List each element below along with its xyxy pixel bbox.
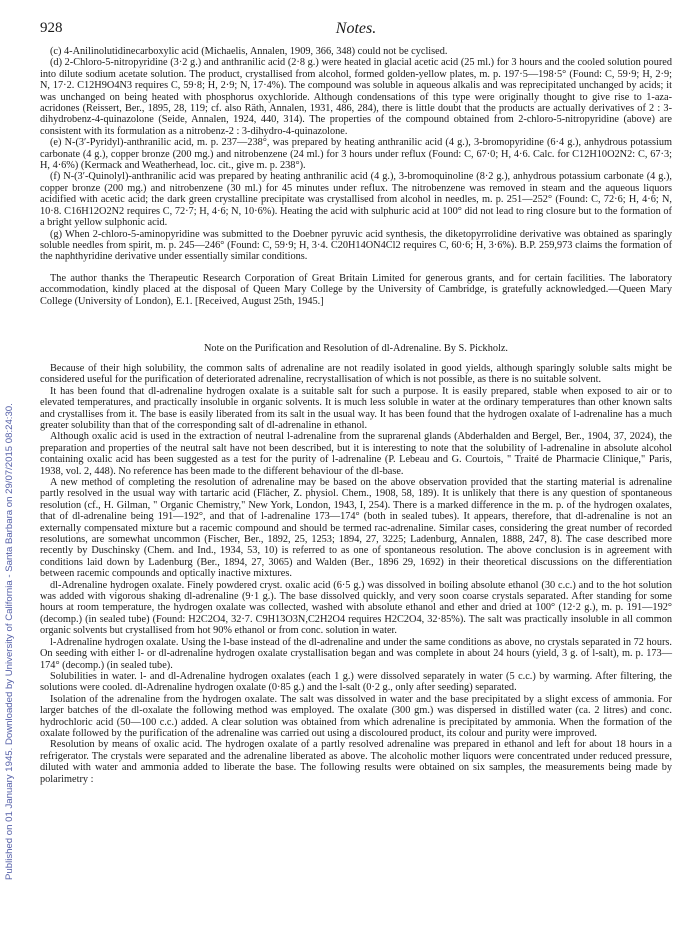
paragraph-g: (g) When 2-chloro-5-aminopyridine was submitted to the Doebner pyruvic acid synthesis, the diketopyrrolidine derivative was obtained as sparingly soluble needles from spirit, m. p. 245—246° (Found: C, 59·9; H, 3·4. C20H14ON4Cl2 requires C, 60·6; H, 3·6%). B.P. 259,973 claims the formation of the naphthyridine derivative under essentially similar conditions. (40, 228, 672, 263)
paragraph-resolution-oxalic: Resolution by means of oxalic acid. The hydrogen oxalate of a partly resolved adrenaline was prepared in ethanol and left for about 18 hours in a refrigerator. The crystals were separated and the adrenaline liberated as above. The alcoholic mother liquors were concentrated under reduced pressure, diluted with water and ammonia added to liberate the base. The following results were obtained on six samples, the measurements being made by polarimetry : (40, 739, 672, 785)
download-watermark-text: Published on 01 January 1945. Downloaded by University of California - Santa Barbara on 29/07/2015 08:24:30. (4, 403, 15, 880)
paragraph-dl-oxalate: dl-Adrenaline hydrogen oxalate. Finely powdered cryst. oxalic acid (6·5 g.) was dissolved in boiling absolute ethanol (30 c.c.) and to the hot solution was added with vigorous shaking dl-adrenaline (9·1 g.). The base dissolved quickly, and very soon coarse crystals separated. After standing for some hours at room temperature, the hydrogen oxalate was collected, washed with absolute ethanol and ether and dried at 100° (12·2 g.), m. p. 191—192° (decomp.) (in sealed tube) (Found: H2C2O4, 32·7. C9H13O3N,C2H2O4 requires H2C2O4, 32·85%). The salt was practically insoluble in all common organic solvents but crystallised from hot 90% ethanol or from conc. solution in water. (40, 579, 672, 637)
paragraph-e: (e) N-(3′-Pyridyl)-anthranilic acid, m. p. 237—238°, was prepared by heating anthranilic acid (4 g.), 3-bromopyridine (6·4 g.), anhydrous potassium carbonate (4 g.), copper bronze (200 mg.) and nitrobenzene (24 ml.) for 3 hours under reflux (Found: C, 67·0; H, 4·6. Calc. for C12H10O2N2: C, 67·3; H, 4·6%) (Kermack and Weatherhead, loc. cit., give m. p. 238°). (40, 137, 672, 172)
paragraph-oxalate: It has been found that dl-adrenaline hydrogen oxalate is a suitable salt for such a purpose. It is easily prepared, stable when exposed to air or to elevated temperatures, and practically insoluble in organic solvents. It is much less soluble in water at the ordinary temperatures than other known salts and crystallises from it. The base is easily liberated from its salt in the usual way. It has been found that the hydrogen oxalate of l-adrenaline has a much greater solubility than that of the corresponding salt of dl-adrenaline in ethanol. (40, 385, 672, 431)
page (40, 20, 672, 785)
paragraph-isolation: Isolation of the adrenaline from the hydrogen oxalate. The salt was dissolved in water and the base precipitated by a slight excess of ammonia. For larger batches of the dl-oxalate the following method was employed. The oxalate (300 gm.) was dispersed in distilled water (ca. 2 litres) and conc. hydrochloric acid (50—100 c.c.) added. A clear solution was obtained from which adrenaline is precipitated by ammonia. When the formation of the oxalate followed by the purification of the adrenaline was carried out using a discoloured product, its colour and purity were improved. (40, 693, 672, 739)
paragraph-c: (c) 4-Anilinolutidinecarboxylic acid (Michaelis, Annalen, 1909, 366, 348) could not be cyclised. (50, 46, 448, 57)
page-number: 928 (40, 20, 63, 36)
article-title: Note on the Purification and Resolution of dl-Adrenaline. By S. Pickholz. (204, 342, 508, 354)
paragraph-d: (d) 2-Chloro-5-nitropyridine (3·2 g.) and anthranilic acid (2·8 g.) were heated in glacial acetic acid (25 ml.) for 3 hours and the cooled solution poured into dilute sodium acetate solution. The product, crystallised from alcohol, formed golden-yellow plates, m. p. 197·5—198·5° (Found: C, 59·9; H, 2·9; N, 17·2. C12H9O4N3 requires C, 59·8; H, 2·9; N, 17·4%). The compound was soluble in aqueous alkalis and was reprecipitated unchanged by acids; it was unchanged on being heated with phosphorus oxychloride. Although condensations of this type were originally thought to give rise to 1-aza-acridones (Reissert, Ber., 1895, 28, 119; cf. also Räth, Annalen, 1931, 486, 284), there is little doubt that the products are actually derivatives of 2 : 3-dihydrobenz-4-quinazolone (Seide, Annalen, 1924, 440, 314). The properties of the compound obtained from 2-chloro-5-nitropyridine (above) are consistent with its formulation as a nitrobenz-2 : 3-dihydro-4-quinazolone. (40, 57, 672, 137)
paragraph-resolution-method: A new method of completing the resolution of adrenaline may be based on the above observation provided that the starting material is adrenaline partly resolved in the usual way with tartaric acid (Flächer, Z. physiol. Chem., 1908, 58, 189). It is unlikely that there is any question of spontaneous resolution (cf., H. Gilman, " Organic Chemistry," New York, London, 1943, I, 254). There is a marked difference in the m. p. of the hydrogen oxalates, that of dl-adrenaline being 191—192°, and that of l-adrenaline 173—174° (both in sealed tubes). It appears, therefore, that dl-adrenaline is not an externally compensated mixture but a racemic compound and should be termed rac-adrenaline. Similar cases, considering the great number of recorded resolutions, are somewhat uncommon (Fischer, Ber., 1892, 25, 1253; 1894, 27, 3225; Ladenburg, Annalen, 1888, 247, 8). The case described more recently by Duschinsky (Chem. and Ind., 1934, 53, 10) is referred to as one of spontaneous resolution. The above conclusion is in agreement with conditions laid down by Ladenburg (Ber., 1894, 27, 3065) and Walden (Ber., 1896 29, 1692) in their theoretical discussions on the differentiation between racemic compounds and optically inactive mixtures. (40, 477, 672, 580)
paragraph-f: (f) N-(3′-Quinolyl)-anthranilic acid was prepared by heating anthranilic acid (4 g.), 3-bromoquinoline (8·2 g.), anhydrous potassium carbonate (4 g.), copper bronze (200 mg.) and nitrobenzene (30 ml.) for 45 minutes under reflux. The nitrobenzene was removed in steam and the aqueous liquors acidified with acetic acid; the dark green crystalline precipitate was crystallised from alcohol in needles, m. p. 251—252° (Found: C, 72·6; H, 4·6; N, 10·8. C16H12O2N2 requires C, 72·7; H, 4·6; N, 10·6%). Heating the acid with sulphuric acid at 100° did not lead to ring closure but to the formation of a bright yellow sulphonic acid. (40, 171, 672, 229)
paragraph-extraction: Although oxalic acid is used in the extraction of neutral l-adrenaline from the suprarenal glands (Abderhalden and Bergel, Ber., 1904, 37, 2024), the preparation and properties of the neutral salt have not been described, but it is interesting to note that the solubility of l-adrenaline in absolute alcohol containing oxalic acid has been suggested as a test for the purity of l-adrenaline (P. Lebeau and G. Courtois, " Traité de Pharmacie Clinique," Paris, 1938, vol. 2, 448). No reference has been made to the different behaviour of the dl-base. (40, 431, 672, 477)
section-1 (40, 46, 672, 307)
page-header (40, 20, 672, 46)
running-title: Notes. (335, 20, 377, 37)
download-watermark (3, 120, 17, 880)
paragraph-l-oxalate: l-Adrenaline hydrogen oxalate. Using the l-base instead of the dl-adrenaline and under the same conditions as above, no crystals separated in 72 hours. On seeding with either l- or dl-adrenaline hydrogen oxalate crystallisation began and was complete in about 24 hours (yield, 3 g. of l-salt), m. p. 173—174° (decomp.) (in sealed tube). (40, 636, 672, 671)
paragraph-intro: Because of their high solubility, the common salts of adrenaline are not readily isolated in good yields, although sparingly soluble salts might be considered useful for the purification of deteriorated adrenaline, recrystallisation of which is not possible, as there is no suitable solvent. (40, 362, 672, 386)
acknowledgement: The author thanks the Therapeutic Research Corporation of Great Britain Limited for generous grants, and for certain facilities. The laboratory accommodation, kindly placed at the disposal of Queen Mary College by the University of Cambridge, is gratefully acknowledged.—Queen Mary College (University of London), E.1. [Received, August 25th, 1945.] (40, 272, 672, 307)
paragraph-solubilities: Solubilities in water. l- and dl-Adrenaline hydrogen oxalates (each 1 g.) were dissolved separately in water (5 c.c.) by warming. After filtering, the solutions were cooled. dl-Adrenaline hydrogen oxalate (0·85 g.) and the l-salt (0·2 g., only after seeding) separated. (40, 670, 672, 694)
section-2 (40, 363, 672, 785)
